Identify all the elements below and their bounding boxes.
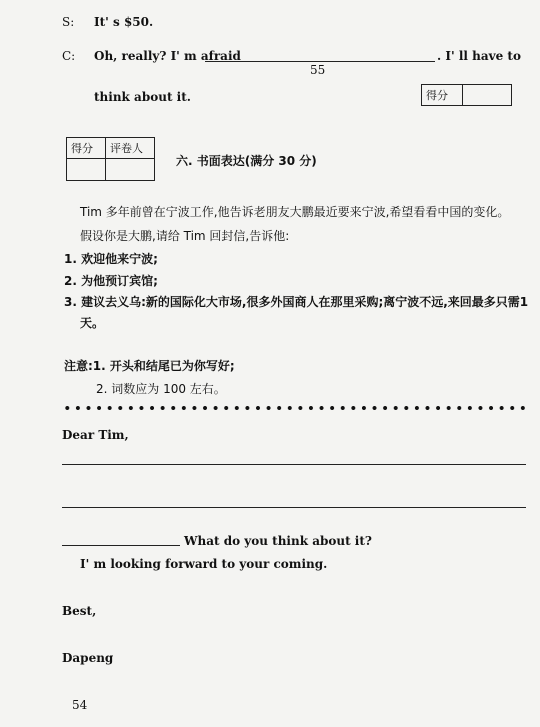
dialogue-line-c-end: . I' ll have to bbox=[437, 49, 521, 63]
letter-closing: Best, bbox=[62, 604, 97, 618]
score-cell[interactable] bbox=[67, 159, 106, 181]
page-number: 54 bbox=[72, 698, 88, 712]
letter-forward: I' m looking forward to your coming. bbox=[80, 557, 328, 571]
letter-greeting: Dear Tim, bbox=[62, 428, 129, 442]
point-3: 3. 建议去义乌:新的国际化大市场,很多外国商人在那里采购;离宁波不远,来回最多只需1 bbox=[64, 295, 529, 309]
point-3-cont: 天。 bbox=[80, 316, 105, 330]
prompt-line-2: 假设你是大鹏,请给 Tim 回封信,告诉他: bbox=[80, 229, 290, 243]
writing-blank-before-question[interactable] bbox=[62, 545, 180, 546]
point-2: 2. 为他预订宾馆; bbox=[64, 274, 158, 288]
dialogue-line-c-start: Oh, really? I' m afraid bbox=[94, 49, 241, 63]
letter-signature: Dapeng bbox=[62, 651, 114, 665]
grader-cell[interactable] bbox=[106, 159, 155, 181]
prompt-line-1: Tim 多年前曾在宁波工作,他告诉老朋友大鹏最近要来宁波,希望看看中国的变化。 bbox=[80, 205, 510, 219]
score-box-label: 得分 bbox=[422, 85, 463, 106]
score-box bbox=[421, 84, 512, 106]
dialogue-line-s: It' s $50. bbox=[94, 15, 154, 29]
grader-header: 评卷人 bbox=[106, 138, 155, 159]
note-2: 2. 词数应为 100 左右。 bbox=[96, 382, 226, 396]
speaker-s: S: bbox=[62, 15, 75, 29]
section-score-table bbox=[66, 137, 155, 181]
score-header: 得分 bbox=[67, 138, 106, 159]
note-1: 注意:1. 开头和结尾已为你写好; bbox=[64, 359, 235, 373]
section-title: 六. 书面表达(满分 30 分) bbox=[176, 154, 317, 168]
score-box-field[interactable] bbox=[463, 85, 512, 106]
blank-number: 55 bbox=[310, 63, 326, 77]
dotted-divider bbox=[62, 404, 528, 412]
writing-line-2[interactable] bbox=[62, 507, 526, 508]
point-1: 1. 欢迎他来宁波; bbox=[64, 252, 158, 266]
letter-question: What do you think about it? bbox=[184, 534, 372, 548]
speaker-c: C: bbox=[62, 49, 76, 63]
dialogue-line-c-cont: think about it. bbox=[94, 90, 191, 104]
writing-line-1[interactable] bbox=[62, 464, 526, 465]
